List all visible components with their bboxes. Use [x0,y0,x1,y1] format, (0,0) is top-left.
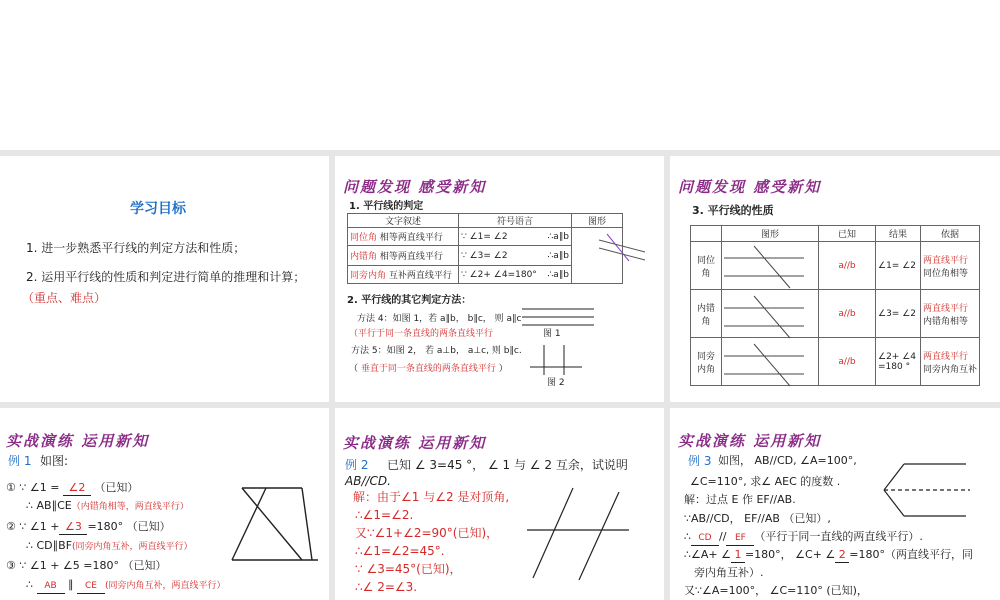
table-row: a//b [819,290,876,338]
table-row: a//b [819,338,876,386]
table-row: 内错角 相等两直线平行 [348,246,459,266]
col-header-figure: 图形 [572,214,623,228]
slide-heading: 学习目标 [130,201,186,217]
question-line-1: 已知 ∠ 3=45 °， ∠ 1 与 ∠ 2 互余，试说明 [387,458,628,472]
table-row: 两直线平行 同位角相等 [921,242,980,290]
parallel-figure-small [597,232,647,262]
solution-3: 又∵∠1+∠2=90°(已知)， [355,526,499,540]
step-1-result: ∴ AB∥CE（内错角相等，两直线平行） [26,499,189,512]
figure-1-lines [520,305,596,329]
step-2: ② ∵ ∠1 + ∠3 =180° （已知） [6,520,171,533]
table-row: 两直线平行 同旁内角互补 [921,338,980,386]
solution-2: ∵AB//CD， EF//AB （已知）, [684,512,831,525]
col-header-figure: 图形 [722,226,819,242]
figure-2-label: 图 2 [547,378,565,388]
example-3-figure [874,456,984,526]
method-5-note: （ 垂直于同一条直线的两条直线平行 ） [349,364,508,374]
solution-4: ∴∠A+ ∠ 1 =180°， ∠C+ ∠ 2 =180°（两直线平行，同 [684,548,974,561]
slide-example-2[interactable] [335,408,664,600]
slide-example-1[interactable] [0,408,329,600]
method-4-note: （平行于同一条直线的两条直线平行 [349,329,494,339]
slide-title: 实战演练 运用新知 [343,434,487,452]
table-row: ∵ ∠2+ ∠4=180° ∴a∥b [459,266,572,284]
table-row: ∵ ∠3= ∠2 ∴a∥b [459,246,572,266]
table-row: ∠2+ ∠4 =180 ° [876,338,921,386]
table-row: 内错角 [691,290,722,338]
solution-3: ∴ CD // EF （平行于同一直线的两直线平行）. [684,530,923,546]
step-1: ① ∵ ∠1 = ∠2 （已知） [6,481,139,494]
col-header-symbol: 符号语言 [459,214,572,228]
example-label: 例 3 [688,454,712,468]
col-header-known: 已知 [819,226,876,242]
table-row: 同旁内角 互补两直线平行 [348,266,459,284]
judgement-table [347,213,623,284]
slide-parallel-judgement[interactable] [335,156,664,402]
col-header-result: 结果 [876,226,921,242]
goal-note: （重点、难点） [22,291,107,305]
question-line-1: 如图， AB//CD, ∠A=100°, [718,454,857,467]
table-row: 同位角 相等两直线平行 [348,228,459,246]
question-line-2: AB//CD. [345,474,391,488]
slide-title: 实战演练 运用新知 [6,432,150,450]
slide-title: 问题发现 感受新知 [343,178,487,196]
property-figures [720,242,808,392]
figure-1-label: 图 1 [543,329,561,339]
solution-6: ∴∠ 2=∠3. [355,580,418,594]
table-row: ∠3= ∠2 [876,290,921,338]
example-question: 如图: [40,454,69,468]
table-row: ∵ ∠1= ∠2 ∴a∥b [459,228,572,246]
solution-4: ∴∠1=∠2=45°. [355,544,445,558]
solution-1: 解：由于∠1 与∠2 是对顶角, [353,490,510,504]
method-4: 方法 4：如图 1，若 a∥b， b∥c， 则 a∥c [357,314,522,324]
col-header-text: 文字叙述 [348,214,459,228]
slide-title: 问题发现 感受新知 [678,178,822,196]
method-5: 方法 5：如图 2， 若 a⊥b， a⊥c, 则 b∥c. [351,346,522,356]
figure-2-lines [528,343,584,377]
slide-learning-goals[interactable] [0,156,329,402]
section-heading-2: 2. 平行线的其它判定方法： [347,295,472,306]
step-3-result: ∴ AB ∥ CE (同旁内角互补，两直线平行） [26,578,226,594]
col-header-basis: 依据 [921,226,980,242]
slide-parallel-properties[interactable] [670,156,1000,402]
solution-5: 旁内角互补）. [694,566,764,579]
section-heading: 1. 平行线的判定 [349,201,424,212]
example-label: 例 1 [8,454,32,468]
solution-6: 又∵∠A=100°， ∠C=110° (已知)， [684,584,868,597]
table-row: ∠1= ∠2 [876,242,921,290]
table-row: 同位角 [691,242,722,290]
solution-5: ∵ ∠3=45°(已知)， [355,562,462,576]
goal-item-2: 2. 运用平行线的性质和判定进行简单的推理和计算； [26,270,306,284]
step-3: ③ ∵ ∠1 + ∠5 =180° （已知） [6,559,167,572]
step-2-result: ∴ CD∥BF(同旁内角互补，两直线平行） [26,539,193,552]
slide-title: 实战演练 运用新知 [678,432,822,450]
example-2-figure [523,484,633,584]
slide-example-3[interactable] [670,408,1000,600]
table-row: 同旁内角 [691,338,722,386]
section-heading: 3. 平行线的性质 [692,204,774,217]
example-label: 例 2 [345,458,369,472]
goal-item-1: 1. 进一步熟悉平行线的判定方法和性质； [26,241,246,255]
question-line-2: ∠C=110°, 求∠ AEC 的度数 . [690,475,841,488]
table-row: a//b [819,242,876,290]
solution-2: ∴∠1=∠2. [355,508,414,522]
col-header-label [691,226,722,242]
solution-1: 解：过点 E 作 EF//AB. [684,493,796,506]
table-row: 两直线平行 内错角相等 [921,290,980,338]
example-1-figure [228,482,326,568]
